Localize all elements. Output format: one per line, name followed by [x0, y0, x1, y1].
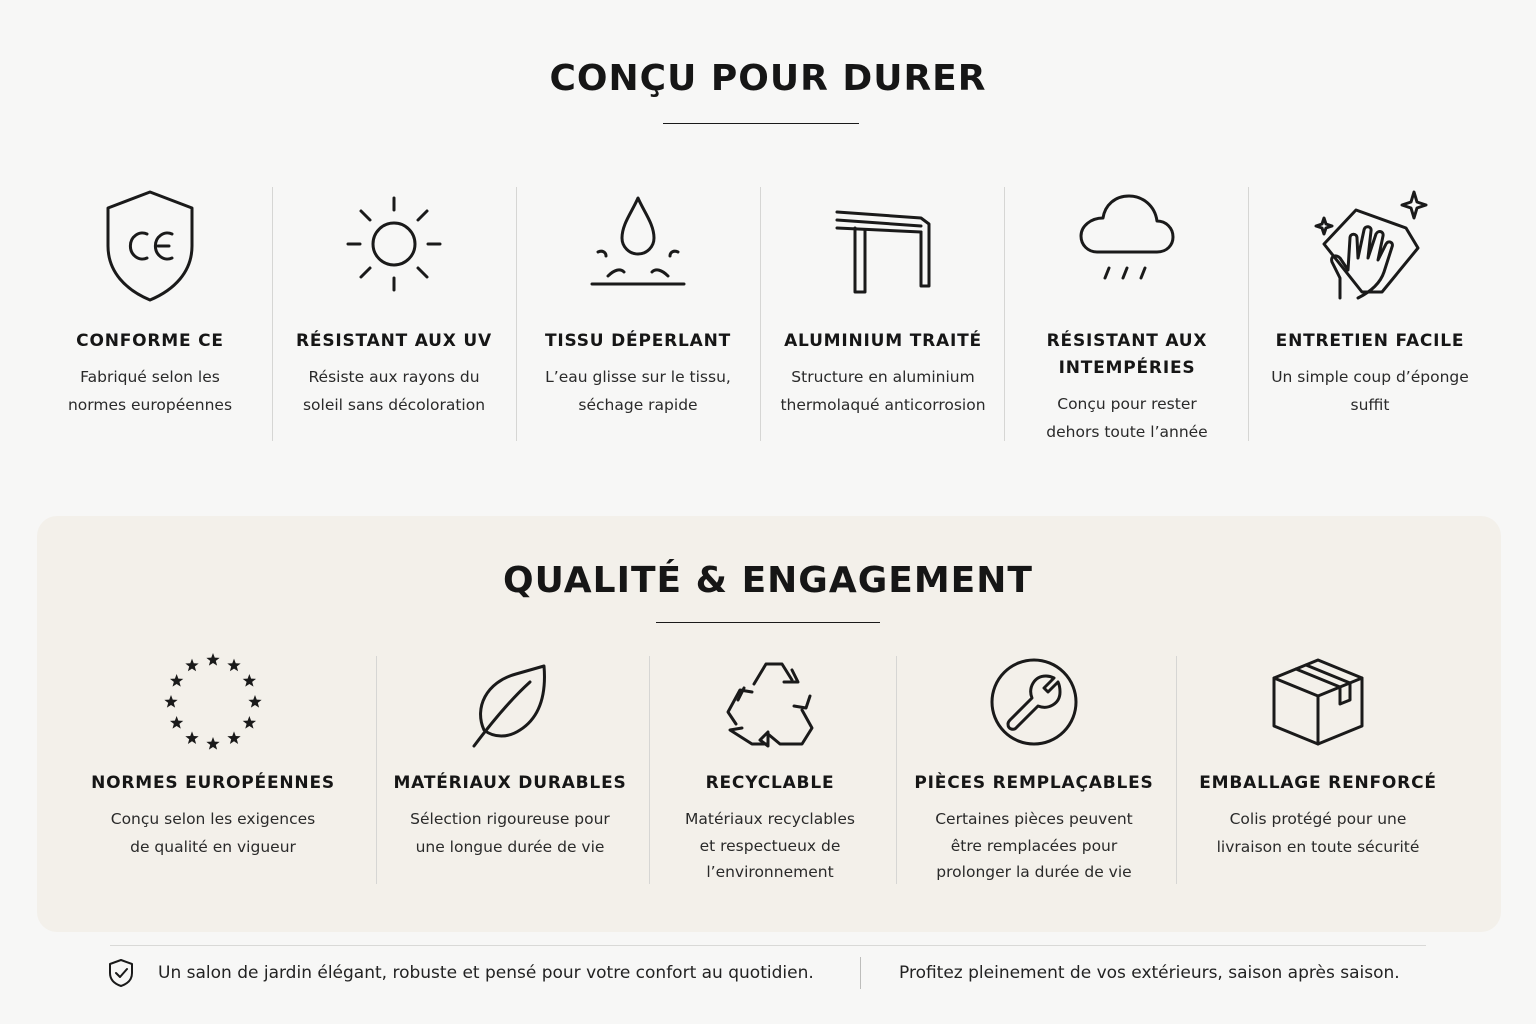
divider [272, 187, 273, 441]
feature-desc-line: soleil sans décoloration [302, 395, 486, 414]
star-icon [243, 674, 256, 687]
feature-desc-line: Fabriqué selon les [80, 368, 220, 386]
feature-desc-line: prolonger la durée de vie [936, 863, 1132, 881]
title-underline [663, 123, 859, 124]
box-icon [1270, 656, 1366, 748]
feature-title: RÉSISTANT AUX UV [296, 331, 492, 351]
feature-desc-line: une longue durée de vie [415, 837, 605, 856]
feature-reinforced-packaging [1192, 646, 1444, 886]
feature-recyclable [660, 646, 880, 886]
cleaning-hand-icon [1310, 188, 1430, 304]
feature-european-standards [82, 646, 344, 886]
feature-desc-line: livraison en toute sécurité [1216, 837, 1420, 856]
section-title-quality: QUALITÉ & ENGAGEMENT [503, 560, 1033, 601]
star-icon [170, 674, 183, 687]
star-icon [185, 731, 198, 744]
feature-desc-line: dehors toute l’année [1046, 422, 1208, 441]
water-drop-icon [588, 192, 688, 292]
feature-title: EMBALLAGE RENFORCÉ [1199, 773, 1437, 793]
feature-uv-resistant [284, 180, 504, 450]
feature-replaceable-parts [910, 646, 1158, 886]
divider [896, 656, 897, 884]
feature-title: RECYCLABLE [705, 773, 835, 793]
title-underline [656, 622, 880, 623]
feature-desc-line: l’environnement [706, 863, 834, 881]
feature-easy-maintenance [1260, 180, 1480, 450]
leaf-icon [470, 660, 550, 750]
divider [1004, 187, 1005, 441]
feature-desc-line: Matériaux recyclables [685, 810, 855, 828]
rain-cloud-icon [1077, 190, 1177, 286]
feature-weather-resistant [1016, 180, 1238, 450]
feature-title: MATÉRIAUX DURABLES [393, 773, 627, 793]
feature-desc-line: Conçu pour rester [1057, 395, 1197, 413]
divider [649, 656, 650, 884]
footer-right-text: Profitez pleinement de vos extérieurs, saison après saison. [899, 963, 1400, 983]
footer-separator [860, 957, 861, 989]
sun-icon [344, 194, 444, 294]
feature-desc-line: être remplacées pour [950, 836, 1118, 855]
feature-title-line: INTEMPÉRIES [1058, 358, 1196, 378]
section-title-durability: CONÇU POUR DURER [549, 58, 987, 99]
ce-shield-icon [100, 188, 200, 304]
feature-desc-line: Conçu selon les exigences [110, 810, 316, 828]
star-icon [248, 695, 261, 708]
feature-water-repellent [528, 180, 748, 450]
recycle-icon [722, 658, 818, 750]
feature-durable-materials [390, 646, 630, 886]
feature-title: ENTRETIEN FACILE [1275, 331, 1465, 351]
feature-desc-line: L’eau glisse sur le tissu, [545, 368, 731, 386]
feature-desc-line: thermolaqué anticorrosion [780, 395, 986, 414]
feature-title: TISSU DÉPERLANT [544, 331, 732, 351]
footer-left-text: Un salon de jardin élégant, robuste et pensé pour votre confort au quotidien. [158, 963, 814, 983]
star-icon [185, 659, 198, 672]
feature-desc-line: de qualité en vigueur [130, 837, 296, 856]
feature-title: ALUMINIUM TRAITÉ [784, 331, 982, 351]
feature-treated-aluminium [772, 180, 994, 450]
wrench-icon [988, 656, 1080, 748]
feature-desc-line: Résiste aux rayons du [308, 368, 480, 386]
feature-desc-line: Certaines pièces peuvent [935, 810, 1133, 828]
star-icon [243, 716, 256, 729]
feature-desc-line: Un simple coup d’éponge [1271, 368, 1469, 386]
feature-title: CONFORME CE [76, 331, 224, 351]
feature-title-line: RÉSISTANT AUX [1046, 331, 1208, 351]
feature-desc-line: Colis protégé pour une [1229, 810, 1407, 828]
divider [760, 187, 761, 441]
star-icon [206, 653, 219, 666]
eu-stars-icon [161, 650, 265, 754]
star-icon [164, 695, 177, 708]
divider [376, 656, 377, 884]
star-icon [206, 737, 219, 750]
star-icon [170, 716, 183, 729]
feature-title: PIÈCES REMPLAÇABLES [914, 773, 1154, 793]
feature-desc-line: normes européennes [67, 395, 233, 414]
divider [1176, 656, 1177, 884]
shield-check-icon [107, 958, 135, 992]
divider [1248, 187, 1249, 441]
footer-divider [110, 945, 1426, 946]
feature-desc-line: Structure en aluminium [791, 368, 975, 386]
feature-desc-line: séchage rapide [578, 395, 698, 414]
feature-ce-compliant [40, 180, 260, 450]
star-icon [227, 659, 240, 672]
star-icon [227, 731, 240, 744]
aluminium-frame-icon [833, 206, 933, 296]
feature-title: NORMES EUROPÉENNES [91, 773, 335, 793]
divider [516, 187, 517, 441]
feature-desc-line: et respectueux de [699, 836, 841, 855]
feature-desc-line: Sélection rigoureuse pour [410, 810, 610, 828]
feature-desc-line: suffit [1350, 395, 1390, 414]
